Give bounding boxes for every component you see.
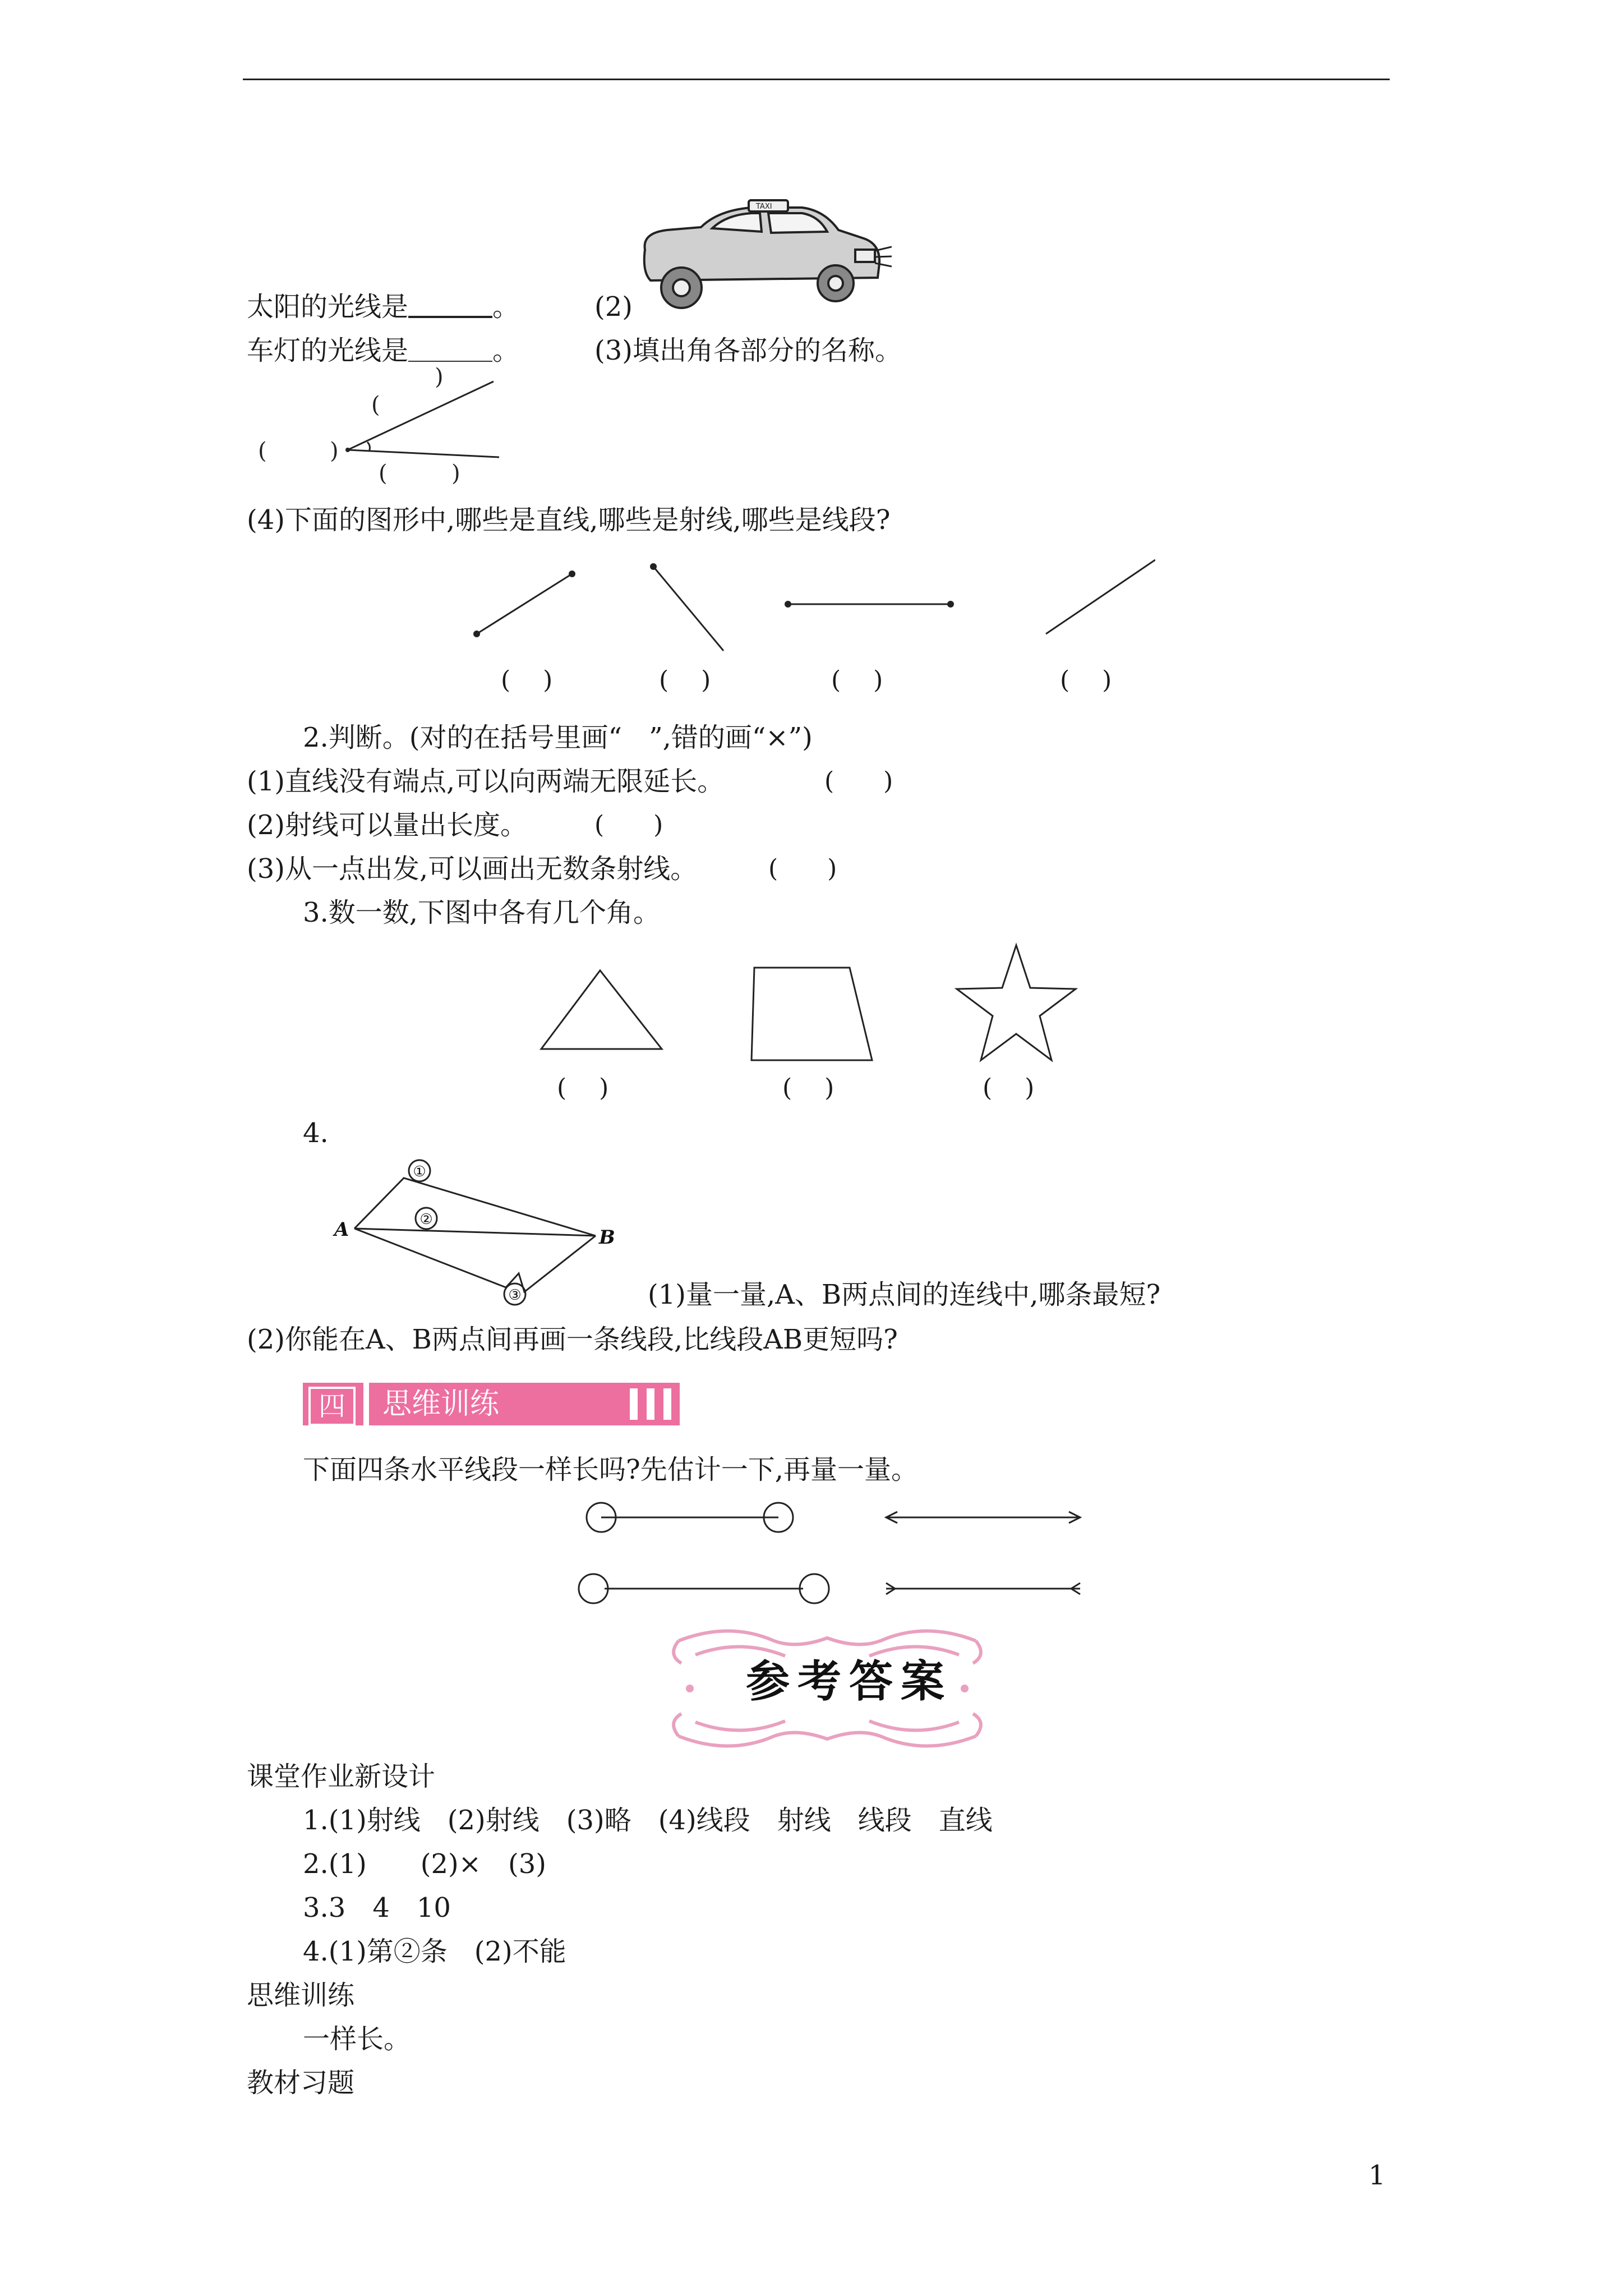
svg-text:(: (: [379, 461, 388, 486]
section-title: 思维训练: [382, 1387, 500, 1421]
q4-sub2: (2)你能在A、B两点间再画一条线段,比线段AB更短吗?: [247, 1324, 898, 1355]
q2-item-2: (2)射线可以量出长度。: [247, 809, 527, 841]
q1-car-line: 车灯的光线是 。: [247, 335, 520, 366]
answer-blank[interactable]: [408, 338, 492, 362]
answer-paren[interactable]: ( ): [824, 767, 893, 795]
answers-thinking-heading: 思维训练: [247, 1980, 355, 2011]
ab-paths-figure: [331, 1147, 623, 1315]
answer-paren[interactable]: ( ): [659, 666, 711, 694]
answer-3: 3.3 4 10: [303, 1892, 451, 1924]
thinking-prompt: 下面四条水平线段一样长吗?先估计一下,再量一量。: [303, 1454, 918, 1485]
path-3-label: ③: [508, 1287, 522, 1304]
answer-paren[interactable]: ( ): [831, 666, 883, 694]
taxi-illustration: [634, 199, 892, 320]
svg-text:): ): [435, 367, 444, 390]
banner-stripe: [647, 1388, 654, 1420]
answer-1: 1.(1)射线 (2)射线 (3)略 (4)线段 射线 线段 直线: [303, 1805, 993, 1836]
svg-text:(: (: [258, 438, 267, 464]
q3-title: 3.数一数,下图中各有几个角。: [303, 897, 661, 928]
q1-sub3: (3)填出角各部分的名称。: [594, 335, 902, 366]
answer-paren[interactable]: ( ): [782, 1074, 834, 1102]
answer-title: 参考答案: [746, 1656, 953, 1707]
answer-paren[interactable]: ( ): [594, 811, 663, 839]
answer-paren[interactable]: ( ): [1060, 666, 1112, 694]
q4-number: 4.: [303, 1117, 329, 1149]
section-number: 四: [308, 1387, 356, 1426]
answers-thinking-answer: 一样长。: [303, 2023, 411, 2055]
answer-4: 4.(1)第②条 (2)不能: [303, 1936, 566, 1967]
four-segments-figure: [572, 1495, 1094, 1618]
top-rule: [243, 79, 1390, 80]
q2-item-3: (3)从一点出发,可以画出无数条射线。: [247, 853, 698, 885]
path-1-label: ①: [413, 1163, 426, 1180]
svg-text:TAXI: TAXI: [756, 203, 772, 211]
svg-text:): ): [451, 461, 460, 486]
section-banner: [303, 1383, 680, 1425]
answer-paren[interactable]: ( ): [983, 1074, 1035, 1102]
svg-text:): ): [330, 438, 339, 464]
banner-stripe: [630, 1388, 638, 1420]
shapes-figure: [527, 934, 1099, 1069]
banner-divider: [363, 1383, 369, 1425]
angle-diagram: [247, 367, 516, 496]
page-number: 1: [1368, 2160, 1386, 2191]
point-b-label: B: [599, 1226, 615, 1249]
answers-textbook-heading: 教材习题: [247, 2067, 355, 2099]
svg-text:(: (: [371, 392, 380, 418]
answers-classwork-heading: 课堂作业新设计: [247, 1761, 436, 1792]
q4-sub1: (1)量一量,A、B两点间的连线中,哪条最短?: [648, 1279, 1161, 1310]
answer-blank[interactable]: [408, 293, 492, 318]
q1-sub4: (4)下面的图形中,哪些是直线,哪些是射线,哪些是线段?: [247, 504, 891, 536]
answer-paren[interactable]: ( ): [557, 1074, 609, 1102]
path-2-label: ②: [419, 1211, 433, 1228]
q2-title: 2.判断。(对的在括号里画“ ”,错的画“×”): [303, 722, 813, 753]
answer-paren[interactable]: ( ): [768, 854, 837, 883]
q1-sub2: (2): [594, 291, 633, 323]
q2-item-1: (1)直线没有端点,可以向两端无限延长。: [247, 766, 725, 797]
answer-paren[interactable]: ( ): [501, 666, 553, 694]
q1-sun-line: 太阳的光线是 。: [247, 291, 520, 323]
point-a-label: A: [334, 1218, 349, 1241]
banner-stripe: [663, 1388, 671, 1420]
line-types-figure: [460, 558, 1155, 659]
answer-2: 2.(1) (2)× (3): [303, 1848, 546, 1880]
